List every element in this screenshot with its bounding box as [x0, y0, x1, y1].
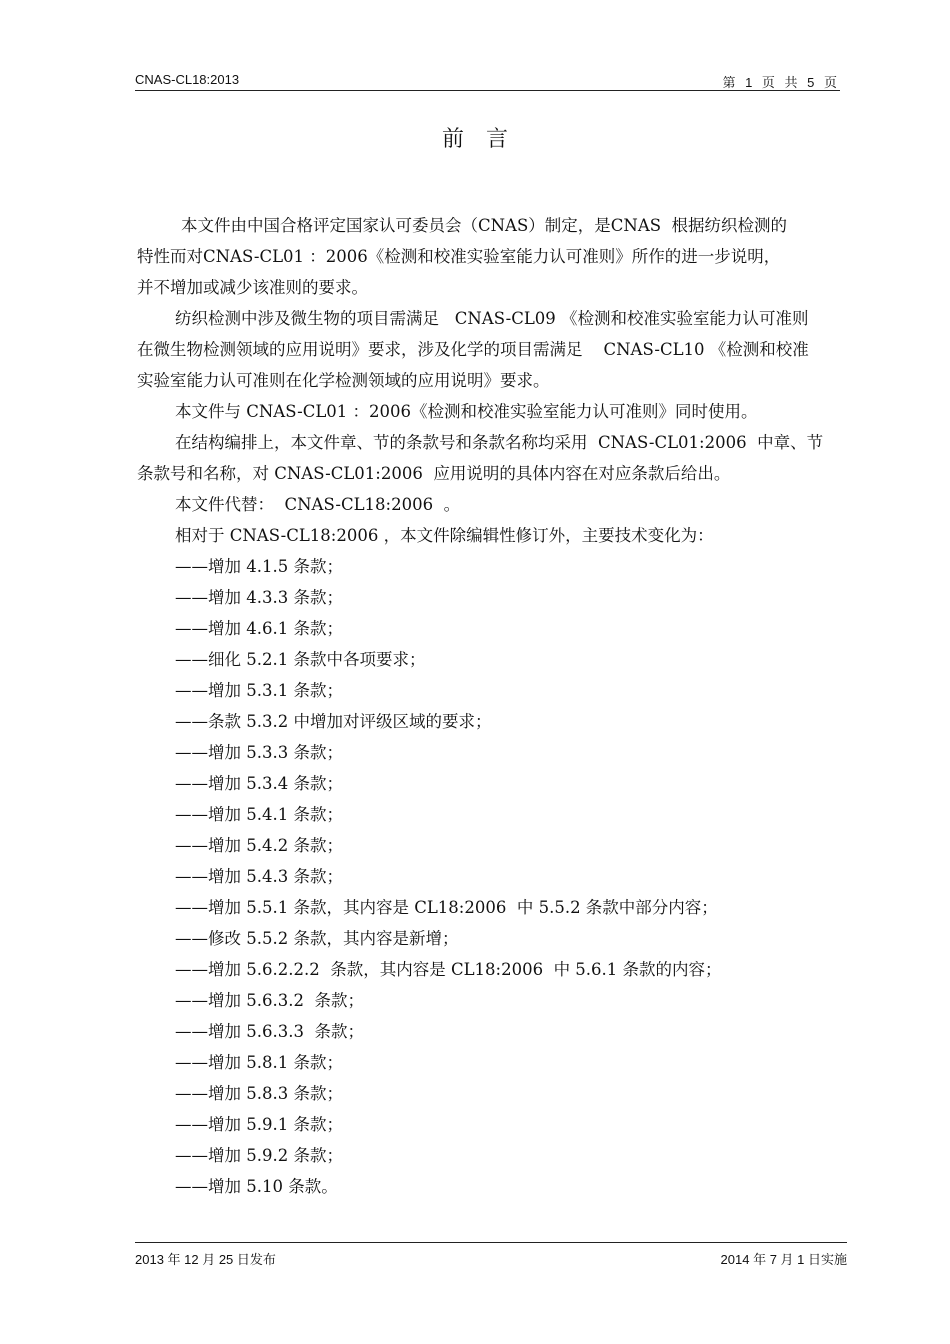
- change-item: ——增加 4.1.5 条款；: [175, 557, 343, 576]
- change-item: ——增加 5.6.3.3 条款；: [175, 1022, 364, 1041]
- change-item: ——增加 5.5.1 条款，其内容是 CL18:2006 中 5.5.2 条款中部分内容；: [175, 898, 718, 917]
- change-item: ——增加 5.3.1 条款；: [175, 681, 343, 700]
- change-item: ——条款 5.3.2 中增加对评级区域的要求；: [175, 712, 492, 731]
- page-footer: [135, 1242, 847, 1267]
- paragraph-line: 特性而对CNAS-CL01 ：2006《检测和校准实验室能力认可准则》所作的进一步说明，: [137, 247, 781, 266]
- change-item: ——增加 5.10 条款。: [175, 1177, 338, 1196]
- change-item: ——增加 5.3.3 条款；: [175, 743, 343, 762]
- paragraph-line: 在微生物检测领域的应用说明》要求，涉及化学的项目需满足 CNAS-CL10 《检测和校准: [137, 340, 809, 359]
- paragraph-line: 纺织检测中涉及微生物的项目需满足 CNAS-CL09 《检测和校准实验室能力认可准则: [175, 309, 809, 328]
- change-item: ——细化 5.2.1 条款中各项要求；: [175, 650, 426, 669]
- publish-date: 2013 年 12 月 25 日发布: [135, 1252, 276, 1267]
- change-item: ——增加 5.6.3.2 条款；: [175, 991, 364, 1010]
- change-item: ——增加 5.4.2 条款；: [175, 836, 343, 855]
- paragraph-line: 并不增加或减少该准则的要求。: [137, 278, 368, 297]
- page-number: 第 1 页 共 5 页: [722, 75, 840, 90]
- section-title: 前言: [441, 127, 530, 152]
- change-item: ——增加 5.4.3 条款；: [175, 867, 343, 886]
- change-item: ——增加 5.4.1 条款；: [175, 805, 343, 824]
- paragraph-line: 本文件由中国合格评定国家认可委员会（CNAS）制定，是CNAS 根据纺织检测的: [181, 216, 788, 235]
- change-item: ——增加 5.9.1 条款；: [175, 1115, 343, 1134]
- change-item: ——增加 5.6.2.2.2 条款，其内容是 CL18:2006 中 5.6.1 条款的内容；: [175, 960, 722, 979]
- change-item: ——增加 5.9.2 条款；: [175, 1146, 343, 1165]
- page-header: [135, 70, 840, 91]
- paragraph-line: 在结构编排上，本文件章、节的条款号和条款名称均采用 CNAS-CL01:2006 中章、节: [175, 433, 824, 452]
- paragraph-line: 本文件代替： CNAS-CL18:2006 。: [175, 495, 461, 514]
- paragraph-line: 相对于 CNAS-CL18:2006 ，本文件除编辑性修订外，主要技术变化为：: [175, 526, 714, 545]
- paragraph-line: 条款号和名称，对 CNAS-CL01:2006 应用说明的具体内容在对应条款后给出。: [137, 464, 731, 483]
- change-item: ——增加 5.8.3 条款；: [175, 1084, 343, 1103]
- paragraph-line: 实验室能力认可准则在化学检测领域的应用说明》要求。: [137, 371, 550, 390]
- paragraph-line: 本文件与 CNAS-CL01 ：2006《检测和校准实验室能力认可准则》同时使用。: [175, 402, 758, 421]
- implementation-date: 2014 年 7 月 1 日实施: [720, 1252, 847, 1267]
- change-item: ——增加 5.3.4 条款；: [175, 774, 343, 793]
- change-item: ——增加 4.3.3 条款；: [175, 588, 343, 607]
- change-item: ——修改 5.5.2 条款，其内容是新增；: [175, 929, 459, 948]
- document-body: [137, 210, 867, 1202]
- change-item: ——增加 5.8.1 条款；: [175, 1053, 343, 1072]
- document-code: CNAS-CL18:2013: [135, 72, 240, 87]
- change-item: ——增加 4.6.1 条款；: [175, 619, 343, 638]
